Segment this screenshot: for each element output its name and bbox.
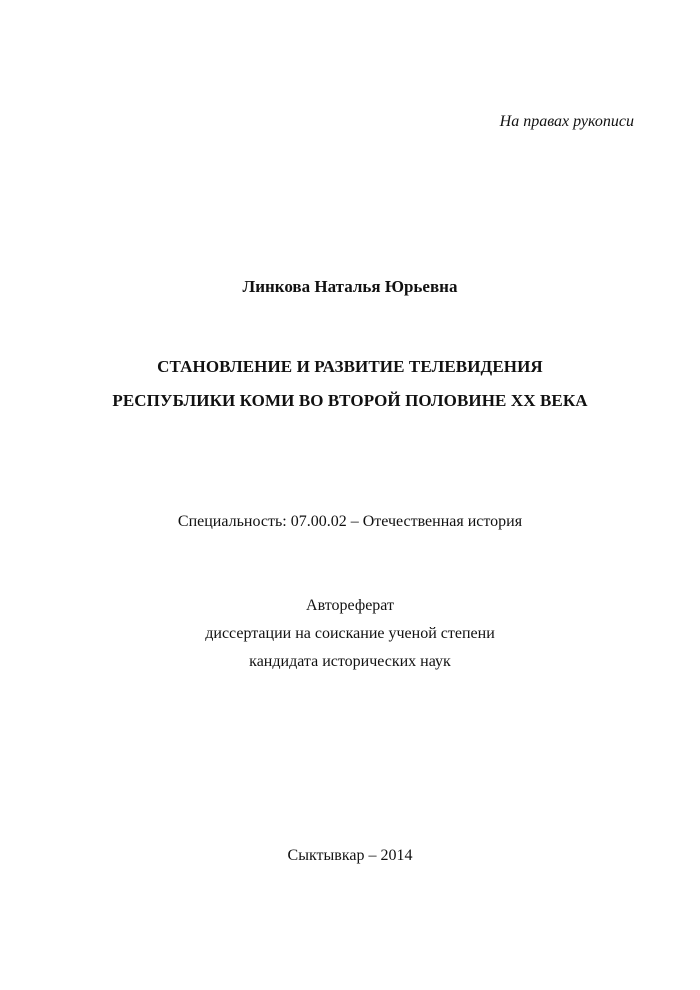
specialty-text: Специальность: 07.00.02 – Отечественная история xyxy=(177,513,523,530)
degree-name: кандидата исторических наук xyxy=(249,653,451,670)
author-name: Линкова Наталья Юрьевна xyxy=(242,277,458,296)
abstract-label: Автореферат xyxy=(306,597,394,614)
city-year: Сыктывкар – 2014 xyxy=(287,847,413,864)
document-title-line-1: СТАНОВЛЕНИЕ И РАЗВИТИЕ ТЕЛЕВИДЕНИЯ xyxy=(157,357,543,376)
document-title-line-2: РЕСПУБЛИКИ КОМИ ВО ВТОРОЙ ПОЛОВИНЕ XX ВЕКА xyxy=(112,391,588,410)
degree-purpose: диссертации на соискание ученой степени xyxy=(205,625,495,642)
rights-note: На правах рукописи xyxy=(499,113,634,130)
